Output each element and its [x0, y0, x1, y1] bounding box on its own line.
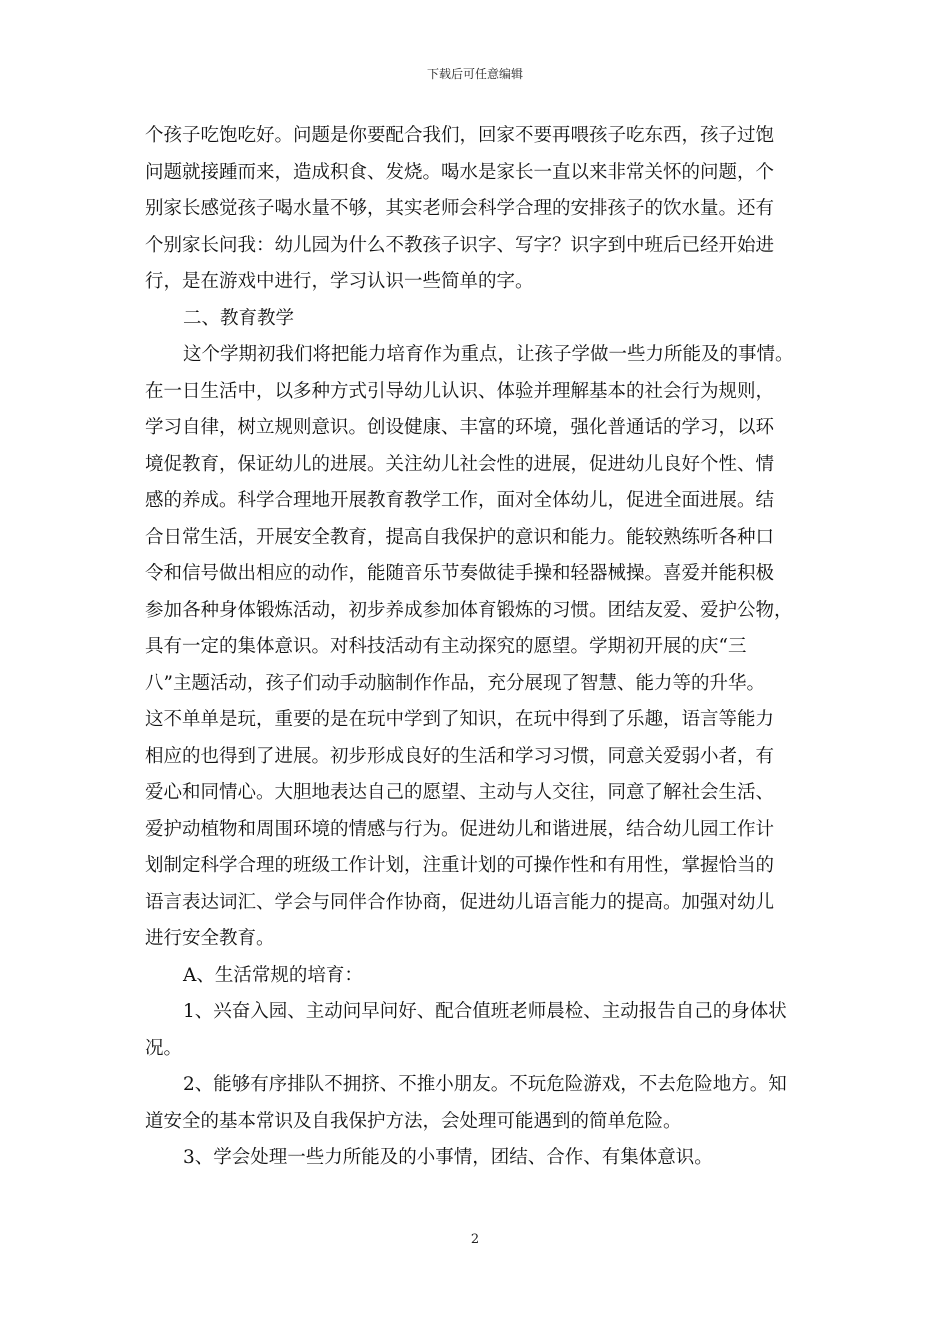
- page-header-text: 下载后可任意编辑: [426, 67, 523, 81]
- paragraph-line: 道安全的基本常识及自我保护方法，会处理可能遇到的简单危险。: [145, 1110, 682, 1132]
- paragraph-line: 3、学会处理一些力所能及的小事情，团结、合作、有集体意识。: [183, 1147, 713, 1168]
- paragraph-line: 在一日生活中，以多种方式引导幼儿认识、体验并理解基本的社会行为规则，: [145, 380, 775, 402]
- paragraph-line: 八”主题活动，孩子们动手动脑制作作品，充分展现了智慧、能力等的升华。: [145, 672, 765, 694]
- paragraph: [145, 337, 807, 958]
- paragraph-line: 二、教育教学: [183, 307, 295, 329]
- paragraph-line: 个别家长问我：幼儿园为什么不教孩子识字、写字？识字到中班后已经开始进: [145, 234, 775, 256]
- paragraph-line: 参加各种身体锻炼活动，初步养成参加体育锻炼的习惯。团结友爱、爱护公物，: [145, 599, 793, 621]
- paragraph-line: 合日常生活，开展安全教育，提高自我保护的意识和能力。能较熟练听各种口: [145, 526, 775, 548]
- paragraph-line: 爱护动植物和周围环境的情感与行为。促进幼儿和谐进展，结合幼儿园工作计: [145, 818, 775, 840]
- paragraph: [145, 958, 807, 995]
- paragraph-line: 1、兴奋入园、主动问早问好、配合值班老师晨检、主动报告自己的身体状: [183, 1001, 787, 1022]
- paragraph-line: 2、能够有序排队不拥挤、不推小朋友。不玩危险游戏，不去危险地方。知: [183, 1074, 787, 1095]
- document-body: [145, 118, 807, 1177]
- paragraph-line: 别家长感觉孩子喝水量不够，其实老师会科学合理的安排孩子的饮水量。还有: [145, 198, 775, 219]
- paragraph-line: 进行安全教育。: [145, 928, 275, 949]
- paragraph-line: 语言表达词汇、学会与同伴合作协商，促进幼儿语言能力的提高。加强对幼儿: [145, 891, 775, 913]
- paragraph-line: 问题就接踵而来，造成积食、发烧。喝水是家长一直以来非常关怀的问题，个: [145, 161, 775, 183]
- paragraph-line: 这个学期初我们将把能力培育作为重点，让孩子学做一些力所能及的事情。: [183, 344, 794, 365]
- paragraph: [145, 994, 807, 1067]
- paragraph-line: 感的养成。科学合理地开展教育教学工作，面对全体幼儿，促进全面进展。结: [145, 490, 775, 511]
- paragraph-line: 划制定科学合理的班级工作计划，注重计划的可操作性和有用性，掌握恰当的: [145, 855, 775, 876]
- page-header: [0, 66, 950, 82]
- paragraph-line: 这不单单是玩，重要的是在玩中学到了知识，在玩中得到了乐趣，语言等能力: [145, 709, 775, 730]
- paragraph-line: 个孩子吃饱吃好。问题是你要配合我们，回家不要再喂孩子吃东西，孩子过饱: [145, 125, 775, 146]
- page-number-text: 2: [470, 1232, 480, 1247]
- paragraph-line: 爱心和同情心。大胆地表达自己的愿望、主动与人交往，同意了解社会生活、: [145, 782, 775, 803]
- paragraph: [145, 1140, 807, 1177]
- page-number: [0, 1232, 950, 1248]
- paragraph-line: A、生活常规的培育：: [183, 964, 363, 986]
- paragraph-line: 况。: [145, 1037, 183, 1059]
- paragraph: [145, 1067, 807, 1140]
- paragraph-line: 行，是在游戏中进行，学习认识一些简单的字。: [145, 271, 534, 292]
- paragraph-line: 境促教育，保证幼儿的进展。关注幼儿社会性的进展，促进幼儿良好个性、情: [145, 453, 775, 475]
- paragraph-line: 学习自律，树立规则意识。创设健康、丰富的环境，强化普通话的学习，以环: [145, 417, 775, 438]
- paragraph: [145, 301, 807, 338]
- paragraph-line: 相应的也得到了进展。初步形成良好的生活和学习习惯，同意关爱弱小者，有: [145, 745, 775, 767]
- paragraph-line: 具有一定的集体意识。对科技活动有主动探究的愿望。学期初开展的庆“三: [145, 636, 747, 657]
- paragraph-line: 令和信号做出相应的动作，能随音乐节奏做徒手操和轻器械操。喜爱并能积极: [145, 563, 775, 584]
- paragraph: [145, 118, 807, 301]
